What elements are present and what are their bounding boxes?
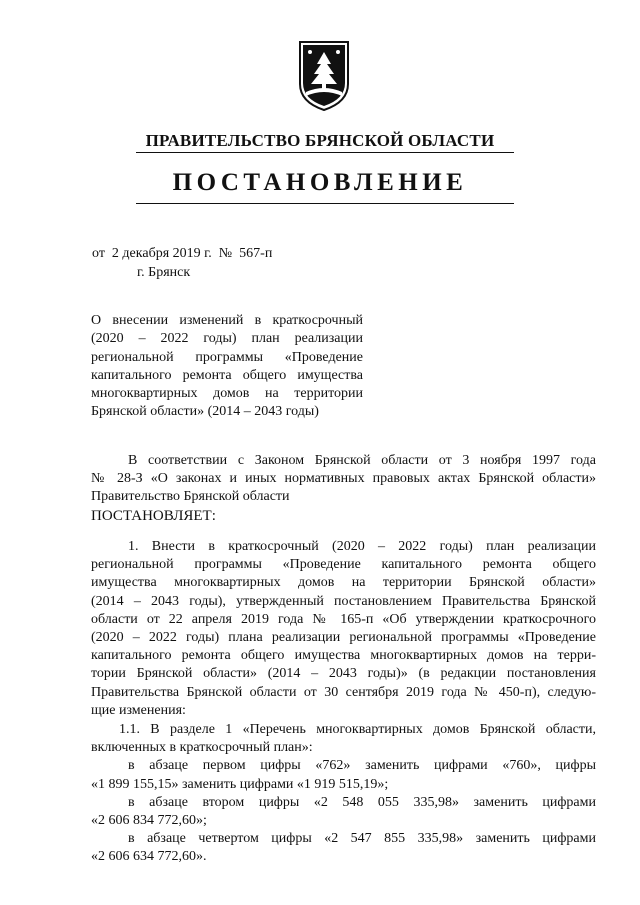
subject-line: многоквартирных домов на территории xyxy=(91,386,363,402)
clause-line: тории Брянской области» (2014 – 2043 годы)» (в редакции постановления xyxy=(91,666,596,682)
amendment-line: «2 606 834 772,60»; xyxy=(91,813,207,829)
document-subject xyxy=(91,312,363,422)
clause-line: 1.1. В разделе 1 «Перечень многоквартирных домов Брянской области, xyxy=(119,722,596,737)
amendment-line: «2 606 634 772,60». xyxy=(91,849,207,865)
subject-line: региональной программы «Проведение xyxy=(91,349,363,365)
government-name: ПРАВИТЕЛЬСТВО БРЯНСКОЙ ОБЛАСТИ xyxy=(145,131,495,150)
preamble-line: В соответствии с Законом Брянской области от 3 ноября 1997 года xyxy=(128,453,596,468)
clause-line: 1. Внести в краткосрочный (2020 – 2022 годы) план реализации xyxy=(128,539,596,554)
clause-line: имущества многоквартирных домов на территории Брянской области» xyxy=(91,575,596,591)
subject-line: Брянской области» (2014 – 2043 годы) xyxy=(91,404,319,420)
clause-line: Правительства Брянской области от 30 сентября 2019 года № 450-п), следую- xyxy=(91,684,596,700)
amendment-line: «1 899 155,15» заменить цифрами «1 919 515,19»; xyxy=(91,776,389,792)
subject-line: (2020 – 2022 годы) план реализации xyxy=(91,331,363,347)
clause-line: щие изменения: xyxy=(91,702,186,718)
document-type-title: ПОСТАНОВЛЕНИЕ xyxy=(172,169,468,196)
subject-line: капитального ремонта общего имущества xyxy=(91,367,363,383)
subject-line: О внесении изменений в краткосрочный xyxy=(91,313,363,328)
preamble-line: Правительство Брянской области xyxy=(91,489,290,505)
issue-city: г. Брянск xyxy=(137,265,191,280)
amendment-line: в абзаце втором цифры «2 548 055 335,98» заменить цифрами xyxy=(128,794,596,810)
clause-line: области от 22 апреля 2019 года № 165-п «Об утверждении краткосрочного xyxy=(91,611,596,627)
amendment-line: в абзаце четвертом цифры «2 547 855 335,98» заменить цифрами xyxy=(128,831,596,847)
header-rule-top xyxy=(136,152,514,153)
clause-1-1 xyxy=(91,721,596,867)
clause-line: капитального ремонта общего имущества многоквартирных домов на терри- xyxy=(91,648,596,664)
resolves-word: ПОСТАНОВЛЯЕТ: xyxy=(91,507,216,524)
header-rule-bottom xyxy=(136,203,514,204)
clause-line: включенных в краткосрочный план»: xyxy=(91,740,313,756)
amendment-line: в абзаце первом цифры «762» заменить цифрами «760», цифры xyxy=(128,758,596,774)
preamble xyxy=(91,452,596,525)
clause-line: региональной программы «Проведение капитального ремонта общего xyxy=(91,557,596,573)
preamble-line: № 28-З «О законах и иных нормативных правовых актах Брянской области» xyxy=(91,471,596,487)
clause-line: (2014 – 2043 годы), утвержденный постановлением Правительства Брянской xyxy=(91,593,596,609)
clause-1 xyxy=(91,538,596,720)
clause-line: (2020 – 2022 годы) плана реализации региональной программы «Проведение xyxy=(91,630,596,646)
coat-of-arms-emblem xyxy=(298,40,350,112)
date-and-number: от 2 декабря 2019 г. № 567-п xyxy=(92,246,273,261)
